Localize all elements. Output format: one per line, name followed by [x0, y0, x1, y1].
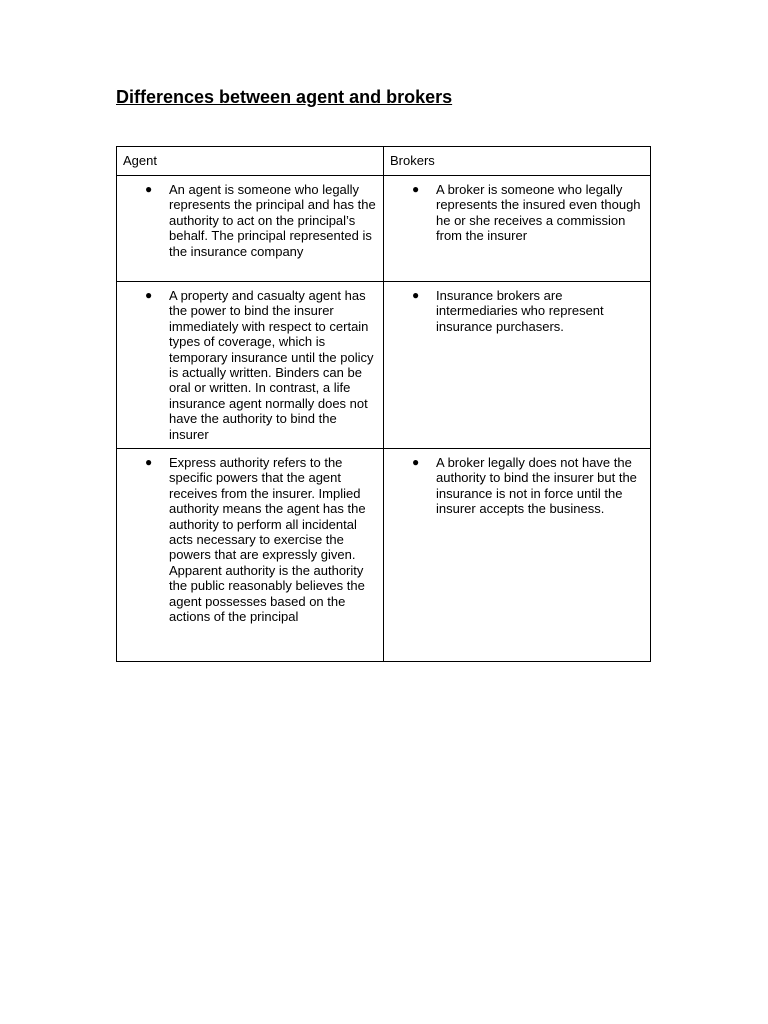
bullet-icon: ●	[145, 455, 153, 469]
page-title: Differences between agent and brokers	[116, 87, 453, 107]
bullet-icon: ●	[145, 182, 153, 196]
agent-cell	[117, 176, 384, 282]
broker-text: A broker legally does not have the authority to bind the insurer but the insurance is not in force until the insurer accepts the business.	[436, 455, 637, 517]
list-item	[412, 288, 646, 334]
comparison-table	[116, 146, 651, 662]
header-agent: Agent	[117, 147, 384, 176]
broker-cell	[384, 176, 651, 282]
bullet-icon: ●	[412, 182, 420, 196]
agent-text: A property and casualty agent has the power to bind the insurer immediately with respect to certain types of coverage, which is temporary insurance until the policy is actually written. Binders can be oral or written. In contrast, a life insurance agent normally does not have the authority to bind the insurer	[169, 288, 374, 442]
list-item	[412, 455, 646, 517]
table-row	[117, 282, 651, 449]
agent-cell	[117, 282, 384, 449]
agent-text: Express authority refers to the specific powers that the agent receives from the insurer. Implied authority means the agent has the authority to perform all incidental acts necessary to exercise the powers that are expressly given. Apparent authority is the authority the public reasonably believes the agent possesses based on the actions of the principal	[169, 455, 366, 625]
agent-cell	[117, 449, 384, 662]
header-brokers: Brokers	[384, 147, 651, 176]
agent-text: An agent is someone who legally represents the principal and has the authority to act on the principal’s behalf. The principal represented is the insurance company	[169, 182, 376, 259]
list-item	[145, 182, 379, 259]
table-row	[117, 176, 651, 282]
list-item	[145, 288, 379, 442]
list-item	[145, 455, 379, 625]
broker-text: A broker is someone who legally represents the insured even though he or she receives a commission from the insurer	[436, 182, 641, 244]
bullet-icon: ●	[412, 455, 420, 469]
broker-cell	[384, 282, 651, 449]
table-header-row	[117, 147, 651, 176]
table-row	[117, 449, 651, 662]
bullet-icon: ●	[412, 288, 420, 302]
bullet-icon: ●	[145, 288, 153, 302]
list-item	[412, 182, 646, 244]
broker-cell	[384, 449, 651, 662]
broker-text: Insurance brokers are intermediaries who represent insurance purchasers.	[436, 288, 604, 334]
